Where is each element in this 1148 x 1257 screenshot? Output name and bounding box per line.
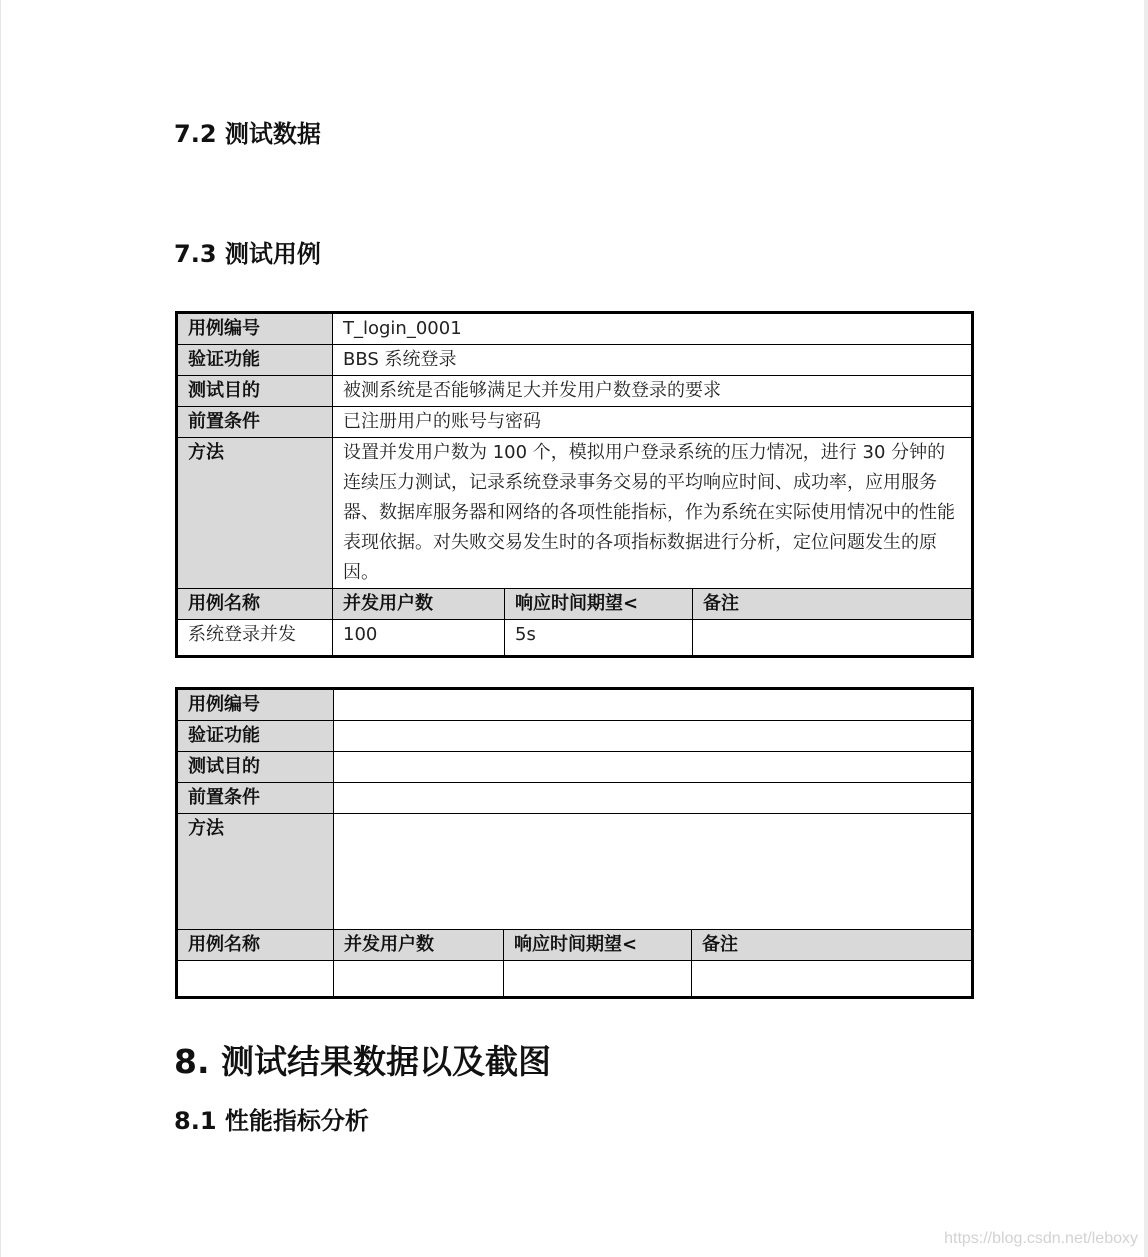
row-purpose [177,376,973,407]
value-remarks [692,961,973,998]
heading-7-2: 7.2 测试数据 [174,120,321,148]
value-case-name: 系统登录并发 [177,620,333,657]
value-response-time [504,961,692,998]
value-precondition [334,783,973,814]
value-purpose: 被测系统是否能够满足大并发用户数登录的要求 [333,376,973,407]
row-function [177,345,973,376]
value-case-id: T_login_0001 [333,313,973,345]
value-precondition: 已注册用户的账号与密码 [333,407,973,438]
row-case-data [177,961,973,998]
row-precondition [177,407,973,438]
label-case-name: 用例名称 [177,589,333,620]
label-precondition: 前置条件 [177,783,334,814]
label-response-time: 响应时间期望< [505,589,693,620]
value-response-time: 5s [505,620,693,657]
row-case-id [177,313,973,345]
label-case-id: 用例编号 [177,313,333,345]
label-response-time: 响应时间期望< [504,930,692,961]
row-case-data [177,620,973,657]
heading-8: 8. 测试结果数据以及截图 [174,1042,551,1081]
test-case-table-1 [175,311,974,658]
label-concurrent-users: 并发用户数 [334,930,504,961]
row-sub-header [177,930,973,961]
row-function [177,721,973,752]
value-case-id [334,689,973,721]
value-purpose [334,752,973,783]
row-method [177,814,973,930]
value-concurrent-users [334,961,504,998]
page-right-edge [1144,0,1148,1257]
value-case-name [177,961,334,998]
label-method: 方法 [177,814,334,930]
label-remarks: 备注 [693,589,973,620]
row-sub-header [177,589,973,620]
label-concurrent-users: 并发用户数 [333,589,505,620]
label-function: 验证功能 [177,345,333,376]
value-remarks [693,620,973,657]
label-case-name: 用例名称 [177,930,334,961]
label-case-id: 用例编号 [177,689,334,721]
value-method [334,814,973,930]
label-purpose: 测试目的 [177,752,334,783]
row-case-id [177,689,973,721]
value-method: 设置并发用户数为 100 个，模拟用户登录系统的压力情况，进行 30 分钟的连续压力测试，记录系统登录事务交易的平均响应时间、成功率，应用服务器、数据库服务器和网络的各项性能指标，作为系统在实际使用情况中的性能表现依据。对失败交易发生时的各项指标数据进行分析，定位问题发生的原因。 [333,438,973,589]
page-left-edge [0,0,1,1257]
row-purpose [177,752,973,783]
heading-8-1: 8.1 性能指标分析 [174,1107,369,1135]
value-concurrent-users: 100 [333,620,505,657]
label-method: 方法 [177,438,333,589]
label-precondition: 前置条件 [177,407,333,438]
heading-7-3: 7.3 测试用例 [174,240,321,268]
label-function: 验证功能 [177,721,334,752]
label-remarks: 备注 [692,930,973,961]
value-function [334,721,973,752]
row-precondition [177,783,973,814]
value-function: BBS 系统登录 [333,345,973,376]
label-purpose: 测试目的 [177,376,333,407]
test-case-table-2 [175,687,974,999]
watermark: https://blog.csdn.net/leboxy [944,1230,1138,1247]
row-method [177,438,973,589]
